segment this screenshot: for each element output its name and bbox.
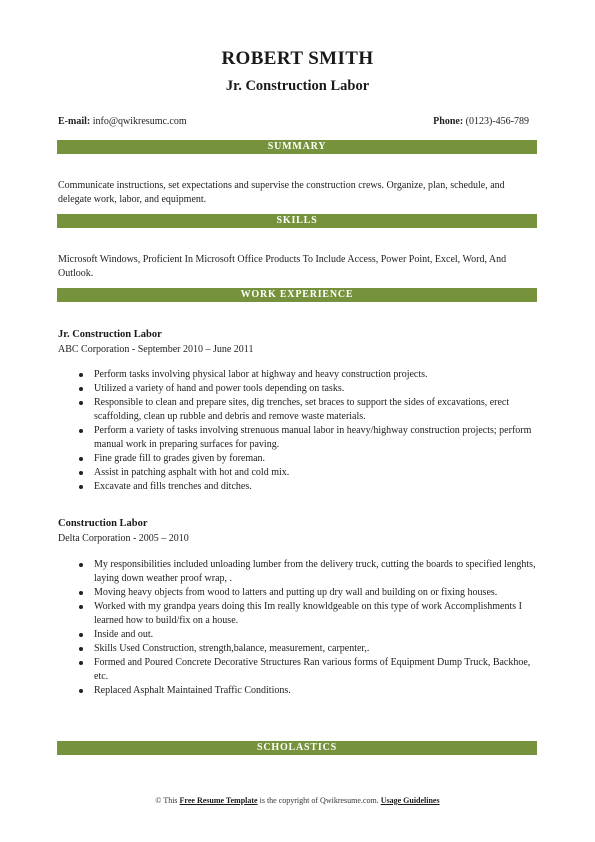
section-header-skills: SKILLS [57,214,537,228]
email-value[interactable]: info@qwikresumc.com [92,116,187,127]
job-title: Construction Labor [58,518,148,529]
duty-item: Worked with my grandpa years doing this Im really knowldgeable on this type of work Accomplishments I learned how to build/fix on a house. [78,600,540,628]
duty-item: Assist in patching asphalt with hot and cold mix. [78,466,540,480]
phone-value: (0123)-456-789 [465,116,529,127]
job-employer-dates: Delta Corporation - 2005 – 2010 [58,533,189,544]
email-contact [58,116,187,128]
skills-text: Microsoft Windows, Proficient In Microsoft Office Products To Include Access, Power Point, Excel, Word, And Outlook. [58,254,507,279]
duty-item: My responsibilities included unloading lumber from the delivery truck, cutting the boards to specified lenghts, laying down weather proof wrap, . [78,558,540,586]
duty-item: Fine grade fill to grades given by foreman. [78,452,540,466]
duty-item: Replaced Asphalt Maintained Traffic Conditions. [78,684,540,698]
footer-prefix: © This [155,796,180,805]
phone-label: Phone: [433,116,464,127]
footer-middle: is the copyright of Qwikresume.com. [257,796,381,805]
duty-list [78,368,540,494]
summary-text: Communicate instructions, set expectations and supervise the construction crews. Organize, plan, schedule, and delegate work, labor, and equipment. [58,180,505,205]
duty-item: Skills Used Construction, strength,balance, measurement, carpenter,. [78,642,540,656]
email-label: E-mail: [58,116,91,127]
section-header-experience: WORK EXPERIENCE [57,288,537,302]
job-employer-dates: ABC Corporation - September 2010 – June 2011 [58,344,254,355]
section-header-summary: SUMMARY [57,140,537,154]
section-header-scholastics: SCHOLASTICS [57,741,537,755]
duty-item: Inside and out. [78,628,540,642]
job-title: Jr. Construction Labor [58,329,162,340]
duty-item: Responsible to clean and prepare sites, dig trenches, set braces to support the sides of excavations, erect scaffolding, clean up rubble and debris and remove waste materials. [78,396,540,424]
duty-item: Utilized a variety of hand and power tools depending on tasks. [78,382,540,396]
candidate-title: Jr. Construction Labor [225,78,370,94]
candidate-name: ROBERT SMITH [221,48,374,69]
duty-item: Excavate and fills trenches and ditches. [78,480,540,494]
duty-item: Formed and Poured Concrete Decorative Structures Ran various forms of Equipment Dump Truck, Backhoe, etc. [78,656,540,684]
free-resume-template-link[interactable]: Free Resume Template [179,796,258,805]
phone-contact [433,116,529,128]
duty-list [78,558,540,698]
duty-item: Moving heavy objects from wood to latters and putting up dry wall and building on or fixing houses. [78,586,540,600]
copyright-footer [0,796,595,806]
usage-guidelines-link[interactable]: Usage Guidelines [380,796,440,805]
duty-item: Perform tasks involving physical labor at highway and heavy construction projects. [78,368,540,382]
duty-item: Perform a variety of tasks involving strenuous manual labor in heavy/highway construction projects; perform manual work in preparing surfaces for paving. [78,424,540,452]
